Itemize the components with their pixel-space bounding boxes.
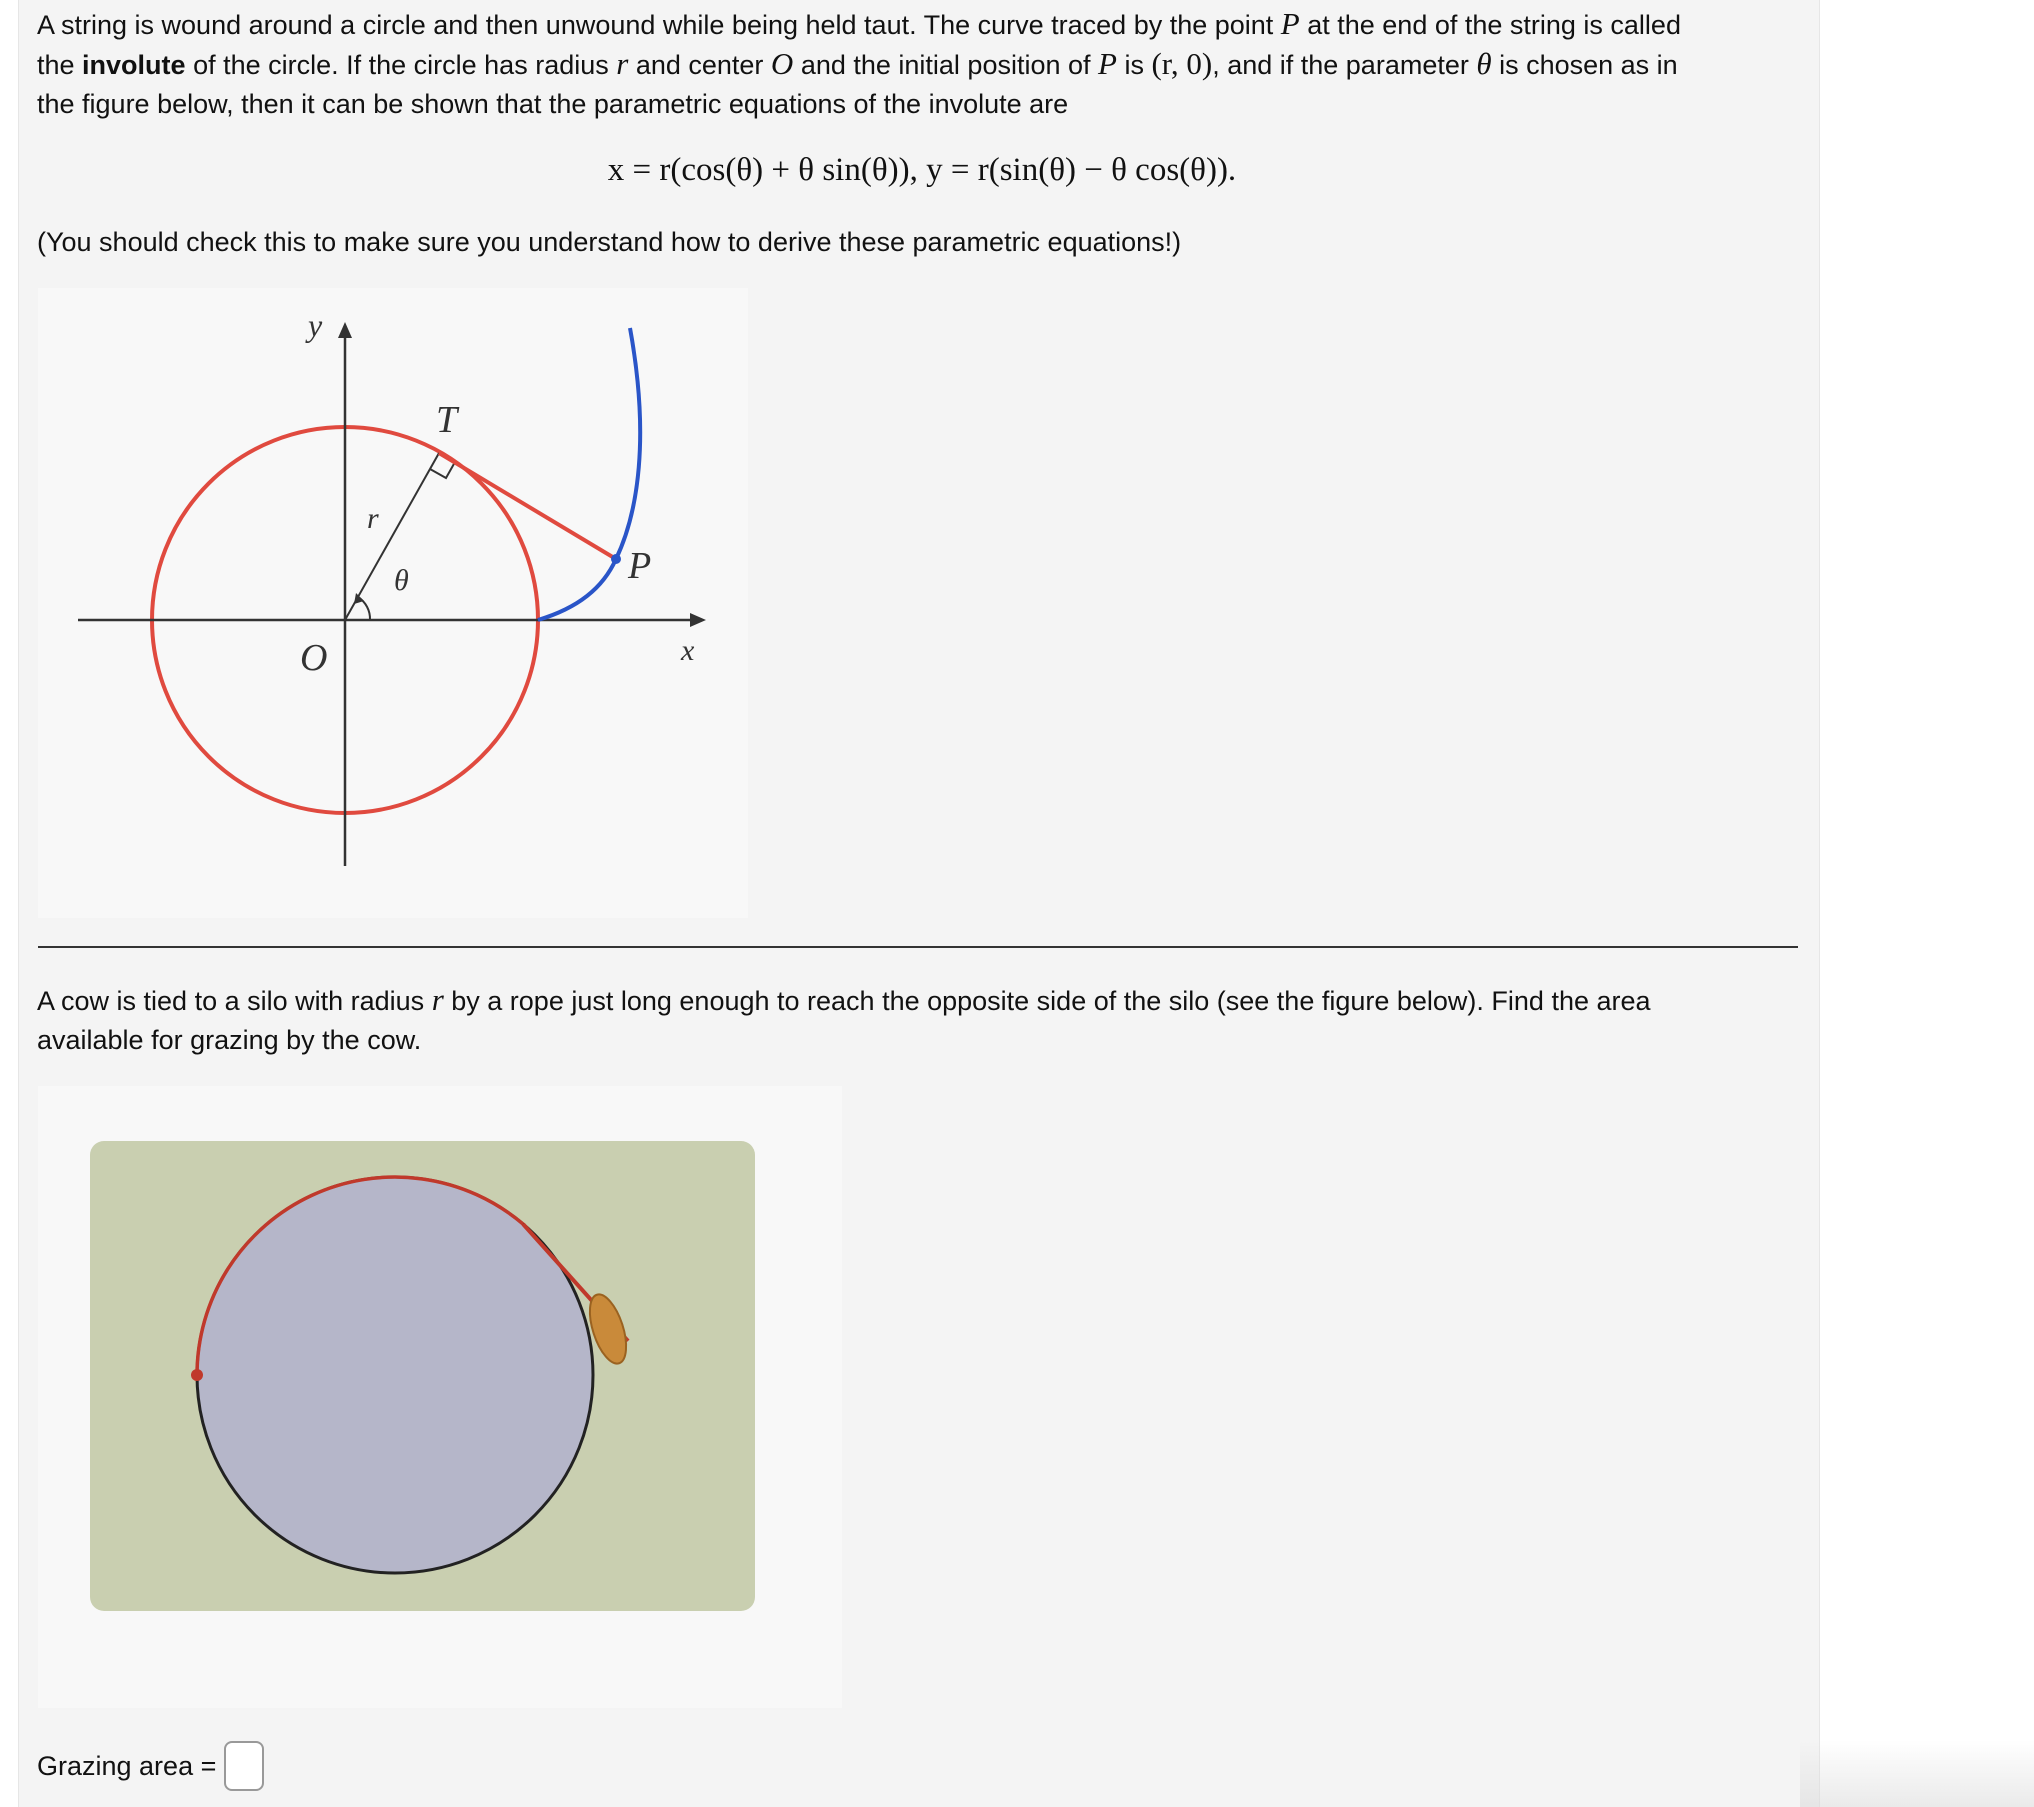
intro-text: is bbox=[1116, 50, 1152, 80]
intro-text: and the initial position of bbox=[793, 50, 1099, 80]
grazing-area-label: Grazing area = bbox=[37, 1750, 217, 1781]
intro-text: , and if the parameter bbox=[1212, 50, 1477, 80]
cow-problem-line-2: available for grazing by the cow. bbox=[37, 1025, 422, 1055]
var-r: r bbox=[616, 46, 629, 81]
bottom-shade bbox=[1800, 1740, 2034, 1807]
intro-text: is chosen as in bbox=[1491, 50, 1678, 80]
check-note: (You should check this to make sure you understand how to derive these parametric equations!) bbox=[37, 227, 1182, 257]
section-divider bbox=[38, 946, 1798, 948]
var-p: P bbox=[1280, 6, 1300, 41]
involute-figure bbox=[38, 288, 748, 918]
grazing-area-input[interactable] bbox=[224, 1741, 264, 1791]
intro-text: the bbox=[37, 50, 83, 80]
x-axis-arrow-icon bbox=[690, 613, 706, 627]
intro-line-3: the figure below, then it can be shown that the parametric equations of the involute are bbox=[37, 89, 1069, 119]
intro-line-2 bbox=[37, 44, 1807, 85]
intro-text: A string is wound around a circle and then unwound while being held taut. The curve traced by the point bbox=[37, 10, 1281, 40]
radius-line bbox=[345, 453, 439, 620]
answer-row bbox=[37, 1740, 264, 1792]
point-p bbox=[611, 554, 621, 564]
intro-text: of the circle. If the circle has radius bbox=[185, 50, 617, 80]
cow-problem-line-1 bbox=[37, 980, 1807, 1021]
label-theta: θ bbox=[394, 564, 409, 597]
var-theta: θ bbox=[1476, 46, 1492, 81]
intro-text: at the end of the string is called bbox=[1299, 10, 1681, 40]
involute-diagram bbox=[38, 288, 748, 918]
label-y: y bbox=[308, 307, 323, 343]
var-r: r bbox=[431, 982, 444, 1017]
intro-text: and center bbox=[628, 50, 771, 80]
cow-problem-text: A cow is tied to a silo with radius bbox=[37, 986, 432, 1016]
cow-silo-figure bbox=[38, 1086, 842, 1708]
label-r: r bbox=[367, 502, 379, 535]
label-t: T bbox=[436, 399, 458, 441]
rope-anchor-point bbox=[191, 1369, 203, 1381]
var-p: P bbox=[1098, 46, 1117, 81]
right-angle-mark bbox=[430, 462, 455, 478]
cow-silo-diagram bbox=[38, 1086, 842, 1708]
involute-term: involute bbox=[82, 50, 186, 80]
intro-line-1 bbox=[37, 4, 1807, 45]
tangent-string bbox=[439, 453, 616, 559]
label-o: O bbox=[300, 637, 328, 679]
label-x: x bbox=[681, 634, 695, 667]
parametric-equation: x = r(cos(θ) + θ sin(θ)), y = r(sin(θ) − θ cos(θ)). bbox=[607, 152, 1237, 188]
initial-point: (r, 0) bbox=[1151, 46, 1213, 81]
cow-problem-text: by a rope just long enough to reach the opposite side of the silo (see the figure below). Find the area bbox=[443, 986, 1651, 1016]
involute-curve bbox=[538, 328, 640, 620]
y-axis-arrow-icon bbox=[338, 322, 352, 338]
label-p: P bbox=[628, 545, 652, 587]
var-o: O bbox=[770, 46, 794, 81]
